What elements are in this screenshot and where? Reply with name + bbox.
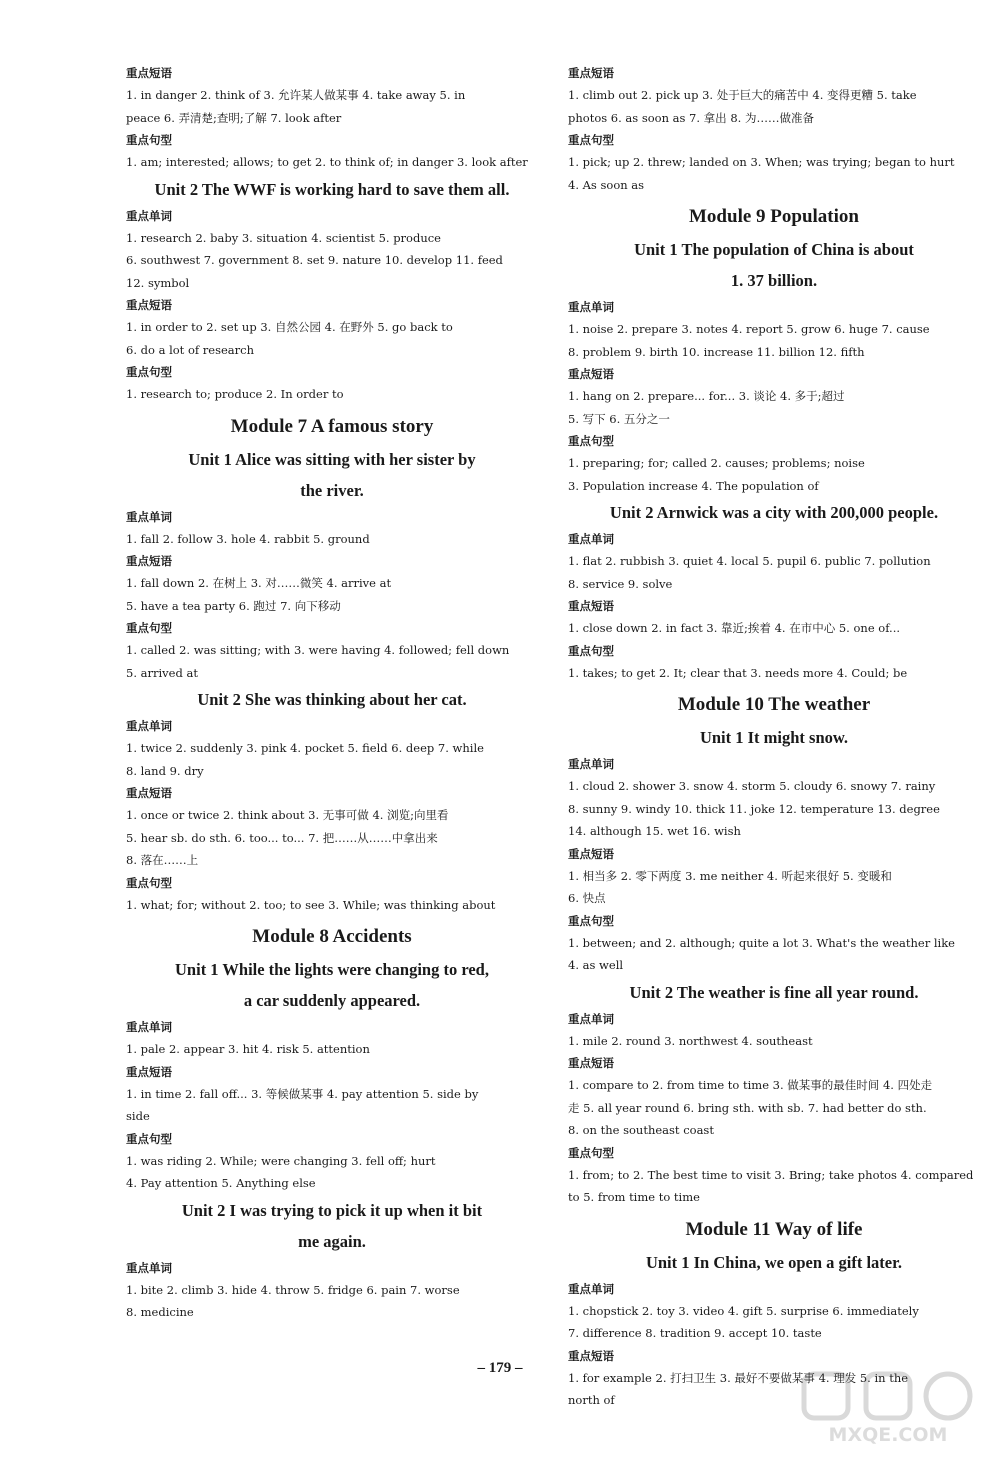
answer-line: 1. in time 2. fall off... 3. 等候做某事 4. pay attention 5. side by [126, 1086, 479, 1101]
answer-line: 5. hear sb. do sth. 6. too... to... 7. 把……从……中拿出来 [126, 830, 438, 845]
unit-heading: Unit 1 Alice was sitting with her sister by [188, 449, 476, 469]
answer-line: 12. symbol [126, 275, 190, 290]
unit-heading: Unit 1 It might snow. [699, 728, 849, 747]
section-label: 重点单词 [568, 1281, 614, 1296]
answer-line: 1. chopstick 2. toy 3. video 4. gift 5. surprise 6. immediately [568, 1303, 919, 1318]
answer-line: 8. problem 9. birth 10. increase 11. billion 12. fifth [568, 344, 865, 359]
page-number: – 179 – [477, 1360, 523, 1376]
answer-line: 1. flat 2. rubbish 3. quiet 4. local 5. pupil 6. public 7. pollution [568, 554, 931, 568]
section-label: 重点单词 [126, 208, 172, 223]
unit-heading: 1. 37 billion. [730, 271, 818, 290]
answer-line: 1. pale 2. appear 3. hit 4. risk 5. attention [126, 1042, 370, 1056]
section-label: 重点句型 [568, 643, 614, 658]
section-label: 重点短语 [568, 1348, 614, 1363]
answer-line: 1. cloud 2. shower 3. snow 4. storm 5. cloudy 6. snowy 7. rainy [568, 779, 936, 793]
right-column [568, 62, 980, 1412]
answer-line: 8. sunny 9. windy 10. thick 11. joke 12. temperature 13. degree [568, 801, 940, 816]
module-heading: Module 8 Accidents [252, 926, 412, 947]
answer-line: 1. noise 2. prepare 3. notes 4. report 5. grow 6. huge 7. cause [568, 322, 930, 336]
section-label: 重点短语 [568, 846, 614, 861]
left-column [126, 62, 538, 1324]
answer-line: 1. research 2. baby 3. situation 4. scientist 5. produce [126, 230, 441, 245]
answer-line: 1. in danger 2. think of 3. 允许某人做某事 4. take away 5. in [126, 88, 466, 102]
answer-line: 8. service 9. solve [568, 576, 673, 591]
section-label: 重点短语 [568, 367, 614, 381]
answer-line: 4. as well [568, 958, 624, 972]
section-label: 重点单词 [568, 1011, 614, 1026]
answer-line: 4. Pay attention 5. Anything else [126, 1176, 316, 1190]
answer-line: 4. As soon as [568, 177, 645, 192]
section-label: 重点短语 [126, 298, 172, 312]
unit-heading: Unit 1 In China, we open a gift later. [645, 1252, 903, 1272]
unit-heading: Unit 2 The WWF is working hard to save them all. [154, 179, 510, 199]
watermark-url: MXQE.COM [828, 1424, 948, 1446]
unit-heading: Unit 2 Arnwick was a city with 200,000 people. [609, 503, 939, 522]
section-label: 重点句型 [126, 133, 172, 147]
section-label: 重点短语 [126, 554, 172, 568]
answer-line: 8. on the southeast coast [568, 1123, 714, 1137]
answer-line: to 5. from time to time [568, 1190, 700, 1204]
answer-line: 1. called 2. was sitting; with 3. were having 4. followed; fell down [126, 643, 510, 657]
section-label: 重点单词 [126, 719, 172, 733]
section-label: 重点单词 [126, 1260, 172, 1275]
watermark [798, 1368, 978, 1446]
unit-heading: Unit 1 While the lights were changing to red, [175, 960, 489, 979]
watermark-logo-icon [798, 1368, 978, 1424]
answer-line: photos 6. as soon as 7. 拿出 8. 为……做准备 [568, 110, 814, 125]
answer-line: 1. mile 2. round 3. northwest 4. southeast [568, 1033, 813, 1048]
answer-line: 3. Population increase 4. The population of [568, 478, 819, 493]
answer-line: 1. twice 2. suddenly 3. pink 4. pocket 5. field 6. deep 7. while [126, 741, 484, 755]
unit-heading: me again. [298, 1231, 366, 1251]
answer-line: 7. difference 8. tradition 9. accept 10. taste [568, 1326, 822, 1340]
answer-line: 6. southwest 7. government 8. set 9. nature 10. develop 11. feed [126, 253, 503, 267]
section-label: 重点句型 [568, 913, 614, 928]
section-label: 重点句型 [126, 1131, 172, 1146]
module-heading: Module 9 Population [689, 206, 859, 227]
unit-heading: the river. [300, 480, 364, 500]
answer-line: 1. climb out 2. pick up 3. 处于巨大的痛苦中 4. 变得更糟 5. take [568, 88, 917, 102]
answer-line: 1. was riding 2. While; were changing 3. fell off; hurt [126, 1153, 436, 1168]
answer-line: 1. hang on 2. prepare... for... 3. 谈论 4. 多于;超过 [568, 389, 845, 403]
section-label: 重点单词 [126, 509, 172, 524]
section-label: 重点句型 [126, 875, 172, 890]
unit-heading: Unit 2 She was thinking about her cat. [197, 690, 467, 709]
unit-heading: Unit 2 The weather is fine all year round. [629, 982, 919, 1002]
section-label: 重点句型 [568, 133, 614, 147]
answer-line: 1. takes; to get 2. It; clear that 3. needs more 4. Could; be [568, 665, 908, 680]
section-label: 重点短语 [568, 66, 614, 80]
answer-line: 1. between; and 2. although; quite a lot 3. What's the weather like [568, 935, 955, 950]
answer-line: 1. preparing; for; called 2. causes; problems; noise [568, 456, 865, 470]
answer-line: 5. 写下 6. 五分之一 [568, 411, 670, 426]
section-label: 重点句型 [126, 365, 172, 379]
section-label: 重点短语 [568, 1056, 614, 1070]
section-label: 重点句型 [568, 1145, 614, 1160]
section-label: 重点单词 [568, 300, 614, 314]
answer-line: 1. am; interested; allows; to get 2. to think of; in danger 3. look after [126, 155, 528, 169]
answer-line: 1. research to; produce 2. In order to [126, 387, 344, 401]
answer-line: 1. pick; up 2. threw; landed on 3. When; was trying; began to hurt [568, 155, 955, 169]
section-label: 重点短语 [126, 1064, 172, 1079]
module-heading: Module 10 The weather [677, 694, 871, 715]
module-heading: Module 7 A famous story [230, 415, 434, 437]
section-label: 重点短语 [126, 786, 172, 800]
answer-line: 1. for example 2. 打扫卫生 3. 最好不要做某事 4. 理发 5. in the [568, 1370, 909, 1385]
answer-line: 5. arrived at [126, 665, 198, 680]
answer-line: peace 6. 弄清楚;查明;了解 7. look after [126, 110, 342, 125]
answer-line: 1. in order to 2. set up 3. 自然公园 4. 在野外 5. go back to [126, 320, 453, 334]
answer-line: 1. close down 2. in fact 3. 靠近;挨着 4. 在市中心 5. one of... [568, 621, 901, 635]
answer-line: 14. although 15. wet 16. wish [568, 824, 741, 838]
unit-heading: Unit 1 The population of China is about [634, 240, 914, 259]
answer-line: north of [568, 1393, 615, 1407]
section-label: 重点单词 [568, 757, 614, 771]
answer-line: 1. from; to 2. The best time to visit 3. Bring; take photos 4. compared [568, 1167, 974, 1182]
unit-heading: a car suddenly appeared. [243, 991, 421, 1010]
section-label: 重点短语 [126, 66, 172, 80]
section-label: 重点单词 [568, 532, 614, 546]
answer-line: 1. bite 2. climb 3. hide 4. throw 5. fridge 6. pain 7. worse [126, 1282, 460, 1297]
module-heading: Module 11 Way of life [685, 1218, 863, 1240]
answer-line: 1. fall 2. follow 3. hole 4. rabbit 5. ground [126, 531, 370, 546]
answer-line: 1. compare to 2. from time to time 3. 做某事的最佳时间 4. 四处走 [568, 1078, 933, 1092]
section-label: 重点短语 [568, 599, 614, 613]
answer-line: 8. medicine [126, 1305, 194, 1319]
answer-line: 1. once or twice 2. think about 3. 无事可做 4. 浏览;向里看 [126, 808, 449, 822]
section-label: 重点句型 [568, 434, 614, 448]
answer-line: 8. land 9. dry [126, 763, 204, 778]
answer-line: 1. fall down 2. 在树上 3. 对……微笑 4. arrive at [126, 576, 392, 590]
answer-line: 6. do a lot of research [126, 342, 255, 357]
unit-heading: Unit 2 I was trying to pick it up when it bit [181, 1200, 483, 1220]
answer-line: side [126, 1109, 150, 1123]
answer-line: 1. what; for; without 2. too; to see 3. While; was thinking about [126, 897, 496, 912]
section-label: 重点单词 [126, 1020, 172, 1034]
answer-line: 1. 相当多 2. 零下两度 3. me neither 4. 听起来很好 5. 变暖和 [568, 868, 892, 883]
answer-line: 5. have a tea party 6. 跑过 7. 向下移动 [126, 598, 341, 613]
answer-line: 6. 快点 [568, 891, 606, 905]
section-label: 重点句型 [126, 621, 172, 635]
answer-line: 走 5. all year round 6. bring sth. with sb. 7. had better do sth. [568, 1100, 927, 1115]
answer-line: 8. 落在……上 [126, 853, 199, 867]
